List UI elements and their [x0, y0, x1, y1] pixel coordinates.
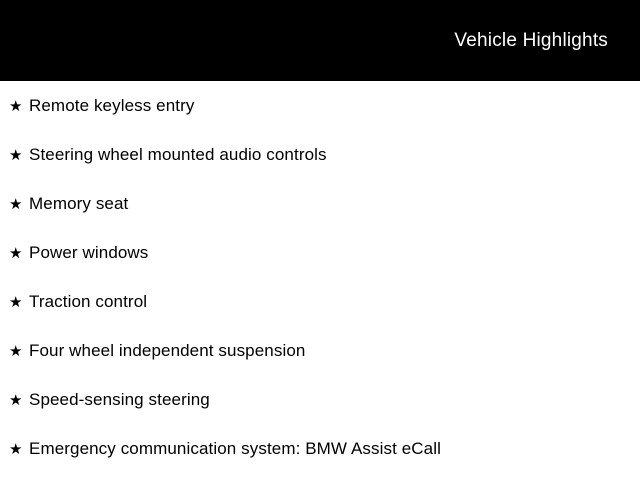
list-item [0, 389, 640, 438]
star-icon: ★ [9, 441, 23, 458]
star-icon: ★ [9, 392, 23, 409]
list-item-label: Four wheel independent suspension [29, 341, 306, 360]
list-item [0, 144, 640, 193]
list-item [0, 340, 640, 389]
highlights-list [0, 95, 640, 487]
star-icon: ★ [9, 294, 23, 311]
list-item-label: Memory seat [29, 194, 129, 213]
star-icon: ★ [9, 343, 23, 360]
list-item-label: Speed-sensing steering [29, 390, 210, 409]
list-item-label: Steering wheel mounted audio controls [29, 145, 327, 164]
list-item-label: Emergency communication system: BMW Assist eCall [29, 439, 441, 458]
star-icon: ★ [9, 98, 23, 115]
list-item-label: Power windows [29, 243, 149, 262]
highlights-section [0, 81, 640, 487]
list-item [0, 242, 640, 291]
star-icon: ★ [9, 147, 23, 164]
list-item-label: Traction control [29, 292, 148, 311]
star-icon: ★ [9, 196, 23, 213]
star-icon: ★ [9, 245, 23, 262]
list-item [0, 95, 640, 144]
list-item [0, 291, 640, 340]
page-title: Vehicle Highlights [454, 30, 608, 51]
list-item-label: Remote keyless entry [29, 96, 195, 115]
list-item [0, 193, 640, 242]
page-header [0, 0, 640, 81]
